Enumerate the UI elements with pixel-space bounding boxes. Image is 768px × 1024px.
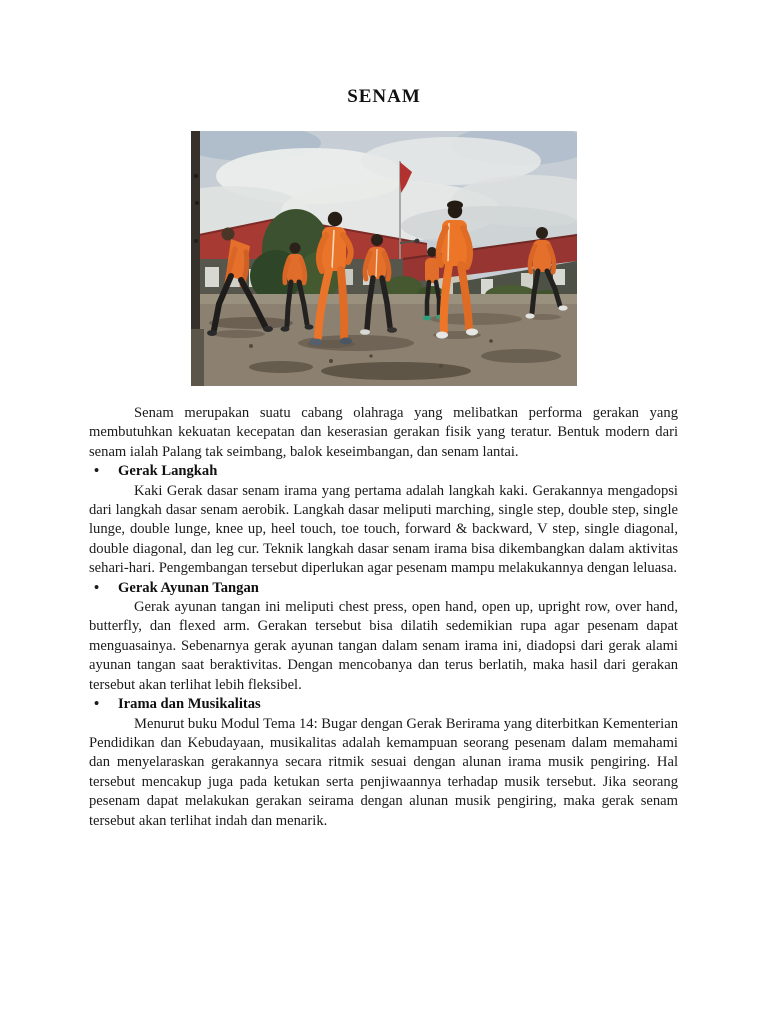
section-heading: Irama dan Musikalitas xyxy=(118,696,261,713)
section-heading: Gerak Langkah xyxy=(118,463,218,480)
pole-knot xyxy=(194,239,198,243)
section-paragraph: Menurut buku Modul Tema 14: Bugar dengan Gerak Berirama yang diterbitkan Kementerian Pendidikan dan Kebudayaan, musikalitas adalah kemampuan seorang pesenam dalam memahami dan menyelaraskan gerakannya secara ritmik sesuai dengan alunan irama musik pengiring. Hal tersebut mencakup juga pada ketukan serta penjiwaannya terhadap musik tersebut. Jika seorang pesenam dapat melakukan gerakan seirama dengan alunan musik pengiring, maka gerak senam tersebut akan terlihat indah dan menarik. xyxy=(89,715,678,829)
section-heading: Gerak Ayunan Tangan xyxy=(118,579,259,596)
document-body xyxy=(89,404,678,831)
pole-knot xyxy=(194,174,198,178)
pebble xyxy=(489,339,493,343)
bullet-icon: • xyxy=(94,463,100,480)
section-heading-row xyxy=(89,462,678,481)
section-heading-row xyxy=(89,579,678,598)
exercise-photo xyxy=(191,131,577,386)
foreground-pole-base xyxy=(191,329,204,386)
exercise-photo-illustration xyxy=(191,131,577,386)
pebble xyxy=(329,359,333,363)
page-title: SENAM xyxy=(347,86,421,107)
bullet-icon: • xyxy=(94,579,100,596)
ground-patch xyxy=(209,317,293,329)
ground-patch xyxy=(481,349,561,363)
bullet-icon: • xyxy=(94,696,100,713)
section-paragraph: Kaki Gerak dasar senam irama yang pertama adalah langkah kaki. Gerakannya mengadopsi dari langkah dasar senam aerobik. Langkah dasar meliputi marching, single step, double step, single lunge, double lunge, knee up, heel touch, toe touch, forward & backward, V step, single diagonal, double diagonal, dan leg cur. Teknik langkah dasar senam irama bisa dikembangkan dalam aktivitas sehari-hari. Pengembangan tersebut diperlukan agar pesenam mampu melakukannya dengan leluasa. xyxy=(89,482,678,577)
pebble xyxy=(369,354,372,357)
pebble xyxy=(249,344,253,348)
intro-paragraph: Senam merupakan suatu cabang olahraga yang melibatkan performa gerakan yang membutuhkan kekuatan kecepatan dan keserasian gerakan fisik yang teratur. Bentuk modern dari senam ialah Palang tak seimbang, balok keseimbangan, dan senam lantai. xyxy=(89,405,678,460)
pebble xyxy=(439,364,443,368)
shadow xyxy=(213,330,265,338)
lamp-head xyxy=(415,239,420,244)
window xyxy=(205,267,219,287)
section-heading-row xyxy=(89,695,678,714)
section-paragraph: Gerak ayunan tangan ini meliputi chest press, open hand, open up, upright row, over hand, butterfly, dan flexed arm. Gerakan tersebut bisa dilatih sedemikian rupa agar pesenam dapat menguasainya. Sebenarnya gerak ayunan tangan dalam senam irama ini, diadopsi dari gerak alami ayunan tangan saat beraktivitas. Dengan mencobanya dan terus berlatih, maka hasil dari gerakan tersebut akan terlihat lebih fleksibel. xyxy=(89,599,678,693)
pole-knot xyxy=(195,201,199,205)
ground-patch xyxy=(249,361,313,373)
ground-patch xyxy=(321,362,471,380)
